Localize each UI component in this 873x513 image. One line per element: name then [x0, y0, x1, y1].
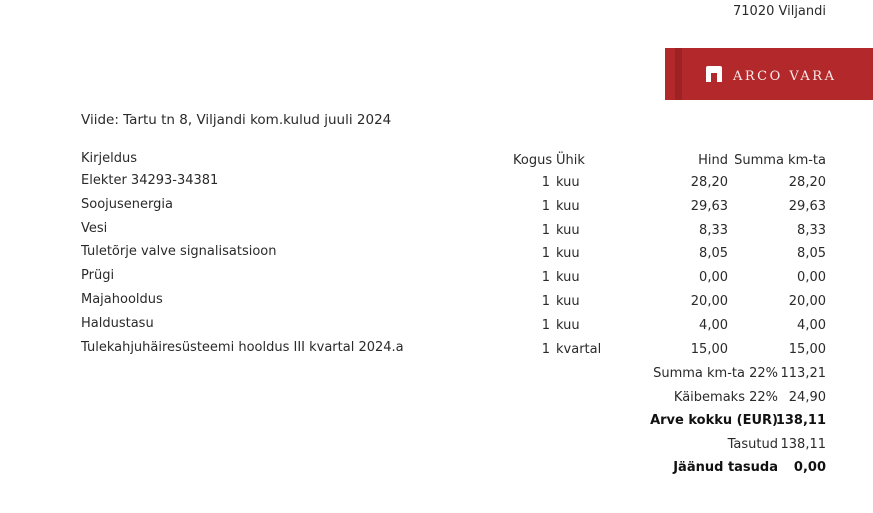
- logo-text: ARCO VARA: [733, 69, 837, 84]
- row-quantity: 1: [541, 341, 550, 357]
- column-header-sum: Summa km-ta: [734, 153, 826, 168]
- total-label: Tasutud: [727, 436, 778, 452]
- column-header-unit: Ühik: [556, 153, 585, 168]
- total-label: Summa km-ta 22%: [653, 366, 778, 381]
- row-quantity: 1: [541, 198, 550, 214]
- row-price: 0,00: [699, 270, 728, 286]
- row-unit: kuu: [556, 246, 580, 262]
- house-icon: [705, 65, 723, 83]
- total-value: 138,11: [780, 436, 826, 452]
- total-value: 24,90: [788, 389, 826, 405]
- row-unit: kuu: [556, 198, 580, 214]
- total-value: 0,00: [793, 460, 826, 476]
- row-sum: 28,20: [788, 175, 826, 190]
- column-header-price: Hind: [698, 153, 728, 168]
- row-description: Majahooldus: [81, 292, 163, 307]
- row-price: 8,33: [699, 222, 728, 238]
- total-label: Jäänud tasuda: [673, 460, 778, 476]
- row-description: Prügi: [81, 268, 115, 284]
- row-sum: 29,63: [788, 198, 826, 214]
- total-value: 138,11: [775, 413, 826, 429]
- row-unit: kuu: [556, 175, 580, 190]
- row-description: Soojusenergia: [81, 196, 173, 212]
- total-label: Arve kokku (EUR): [650, 413, 778, 429]
- total-value: 113,21: [780, 366, 826, 381]
- address-line: 71020 Viljandi: [733, 4, 826, 19]
- total-label: Käibemaks 22%: [673, 389, 778, 405]
- row-price: 4,00: [699, 317, 728, 333]
- row-unit: kuu: [556, 317, 580, 333]
- row-description: Tuletõrje valve signalisatsioon: [81, 244, 277, 260]
- column-header-description: Kirjeldus: [81, 151, 137, 166]
- row-sum: 4,00: [797, 317, 826, 333]
- row-price: 8,05: [699, 246, 728, 262]
- row-sum: 0,00: [797, 270, 826, 286]
- row-quantity: 1: [541, 175, 550, 190]
- row-description: Tulekahjuhäiresüsteemi hooldus III kvartal 2024.a: [81, 339, 404, 355]
- row-unit: kuu: [556, 222, 580, 238]
- row-description: Vesi: [81, 220, 108, 236]
- row-sum: 8,33: [797, 222, 826, 238]
- row-quantity: 1: [541, 317, 550, 333]
- invoice-reference: Viide: Tartu tn 8, Viljandi kom.kulud juuli 2024: [81, 112, 392, 128]
- row-price: 29,63: [690, 198, 728, 214]
- row-sum: 15,00: [788, 341, 826, 357]
- row-price: 20,00: [690, 294, 728, 309]
- row-quantity: 1: [541, 246, 550, 262]
- row-price: 28,20: [690, 175, 728, 190]
- row-unit: kvartal: [556, 341, 602, 357]
- row-unit: kuu: [556, 270, 580, 286]
- row-unit: kuu: [556, 294, 580, 309]
- row-description: Haldustasu: [81, 315, 154, 331]
- logo-stripe: [675, 48, 682, 100]
- row-quantity: 1: [541, 270, 550, 286]
- row-description: Elekter 34293-34381: [81, 173, 219, 188]
- row-price: 15,00: [690, 341, 728, 357]
- row-quantity: 1: [541, 222, 550, 238]
- row-sum: 8,05: [797, 246, 826, 262]
- row-sum: 20,00: [788, 294, 826, 309]
- row-quantity: 1: [541, 294, 550, 309]
- column-header-quantity: Kogus: [513, 153, 553, 168]
- company-logo: [665, 48, 873, 100]
